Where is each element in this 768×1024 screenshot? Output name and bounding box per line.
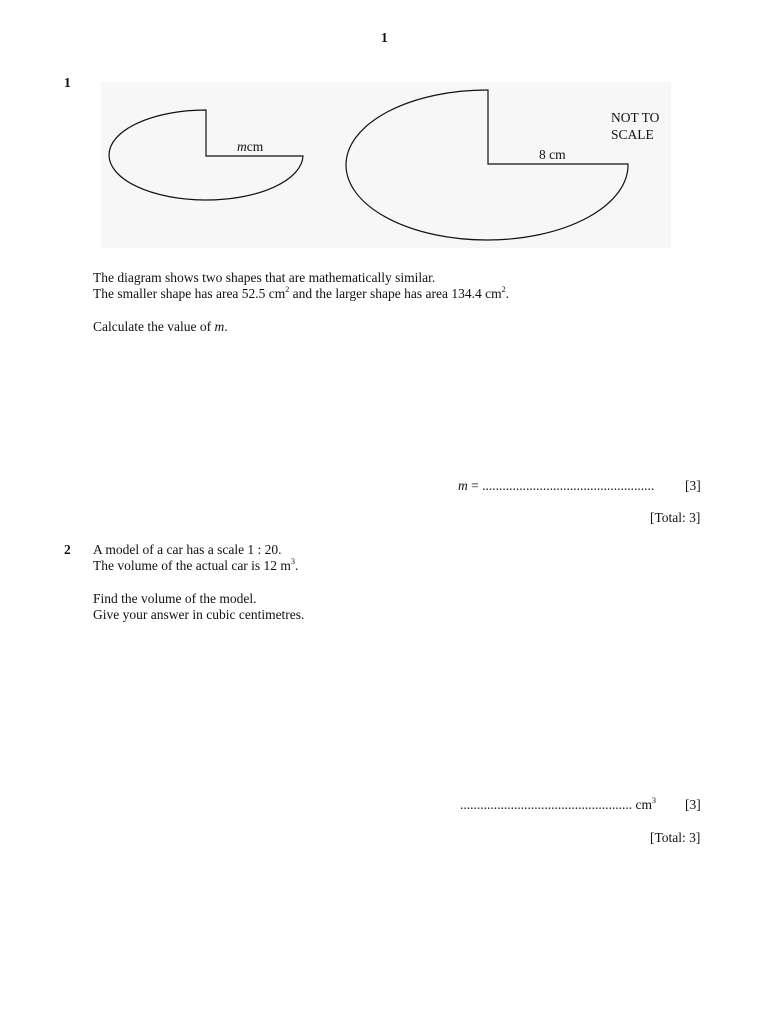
question-2-marks: [3] <box>685 797 701 812</box>
question-2-number: 2 <box>64 542 71 557</box>
answer-dots[interactable]: ................................................... <box>460 797 633 812</box>
question-2-total: [Total: 3] <box>650 830 701 845</box>
question-1-total: [Total: 3] <box>650 510 701 525</box>
large-shape-radius-label: 8 cm <box>539 147 566 162</box>
question-2-text <box>93 542 298 574</box>
question-1-marks: [3] <box>685 478 701 493</box>
question-2-volume: The volume of the actual car is 12 $m^3$. <box>93 557 299 573</box>
question-1-areas: The smaller shape has area 52.5 $cm^2$ and the larger shape has area 134.4 $cm^2$. <box>93 285 509 301</box>
question-1-text <box>93 270 509 302</box>
question-2-instruction: Find the volume of the model. Give your answer in cubic centimetres. <box>93 591 305 622</box>
question-1-statement: The diagram shows two shapes that are mathematically similar. <box>93 270 436 285</box>
question-1-answer-line[interactable]: m = ................................................... <box>458 478 655 493</box>
page-number: 1 <box>381 30 388 45</box>
small-shape-radius-label: mcm <box>237 139 264 154</box>
large-shape <box>346 90 628 240</box>
question-2-answer-line[interactable]: ................................................... $cm^3$ <box>460 796 656 812</box>
similar-shapes-diagram <box>101 82 671 248</box>
question-1-instruction: Calculate the value of m. <box>93 319 228 334</box>
small-shape <box>109 110 303 200</box>
not-to-scale-label: NOT TO SCALE <box>611 110 660 142</box>
answer-dots[interactable]: ................................................... <box>482 478 655 493</box>
question-2-scale: A model of a car has a scale 1 : 20. <box>93 542 282 557</box>
question-1-number: 1 <box>64 75 71 90</box>
